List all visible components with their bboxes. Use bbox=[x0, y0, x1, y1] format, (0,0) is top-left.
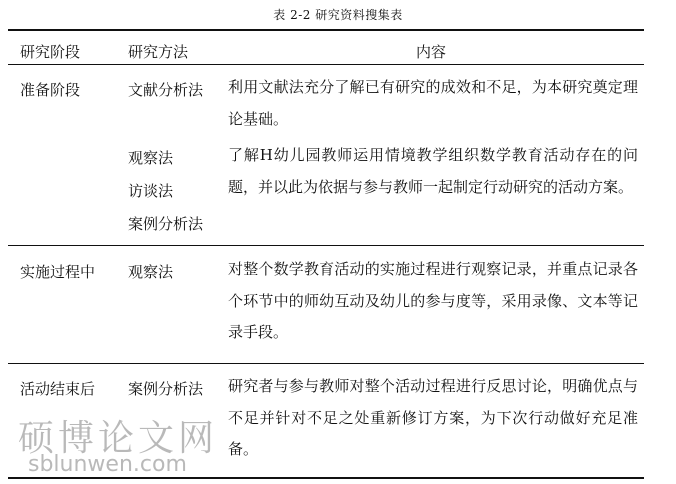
table-caption: 表 2-2 研究资料搜集表 bbox=[273, 8, 403, 22]
header-method: 研究方法 bbox=[128, 43, 189, 61]
row-method: 观察法 bbox=[128, 149, 174, 167]
row-method: 案例分析法 bbox=[128, 380, 204, 398]
row-content: 对整个数学教育活动的实施过程进行观察记录，并重点记录各个环节中的师幼互动及幼儿的参与度等，采用录像、文本等记录手段。 bbox=[228, 260, 638, 341]
row-method: 访谈法 bbox=[128, 182, 174, 200]
header-stage: 研究阶段 bbox=[20, 43, 81, 61]
row-content: 利用文献法充分了解已有研究的成效和不足，为本研究奠定理论基础。 bbox=[228, 78, 638, 128]
watermark-url: sblunwen.com bbox=[28, 452, 187, 477]
row-rule bbox=[8, 245, 644, 246]
table-bottom-rule bbox=[8, 477, 644, 479]
row-stage: 活动结束后 bbox=[20, 380, 96, 398]
watermark-logo: 硕博论文网 bbox=[18, 418, 219, 459]
header-content: 内容 bbox=[416, 43, 447, 61]
row-stage: 实施过程中 bbox=[20, 263, 96, 281]
row-content: 研究者与参与教师对整个活动过程进行反思讨论，明确优点与不足并针对不足之处重新修订方案，为下次行动做好充足准备。 bbox=[228, 377, 638, 458]
row-content: 了解H幼儿园教师运用情境教学组织数学教育活动存在的问题，并以此为依据与参与教师一起制定行动研究的活动方案。 bbox=[228, 146, 638, 196]
header-rule bbox=[8, 64, 644, 65]
row-rule bbox=[8, 363, 644, 364]
row-method: 文献分析法 bbox=[128, 81, 204, 99]
row-stage: 准备阶段 bbox=[20, 81, 81, 99]
table-top-rule bbox=[8, 29, 644, 31]
row-method: 案例分析法 bbox=[128, 215, 204, 233]
row-method: 观察法 bbox=[128, 263, 174, 281]
